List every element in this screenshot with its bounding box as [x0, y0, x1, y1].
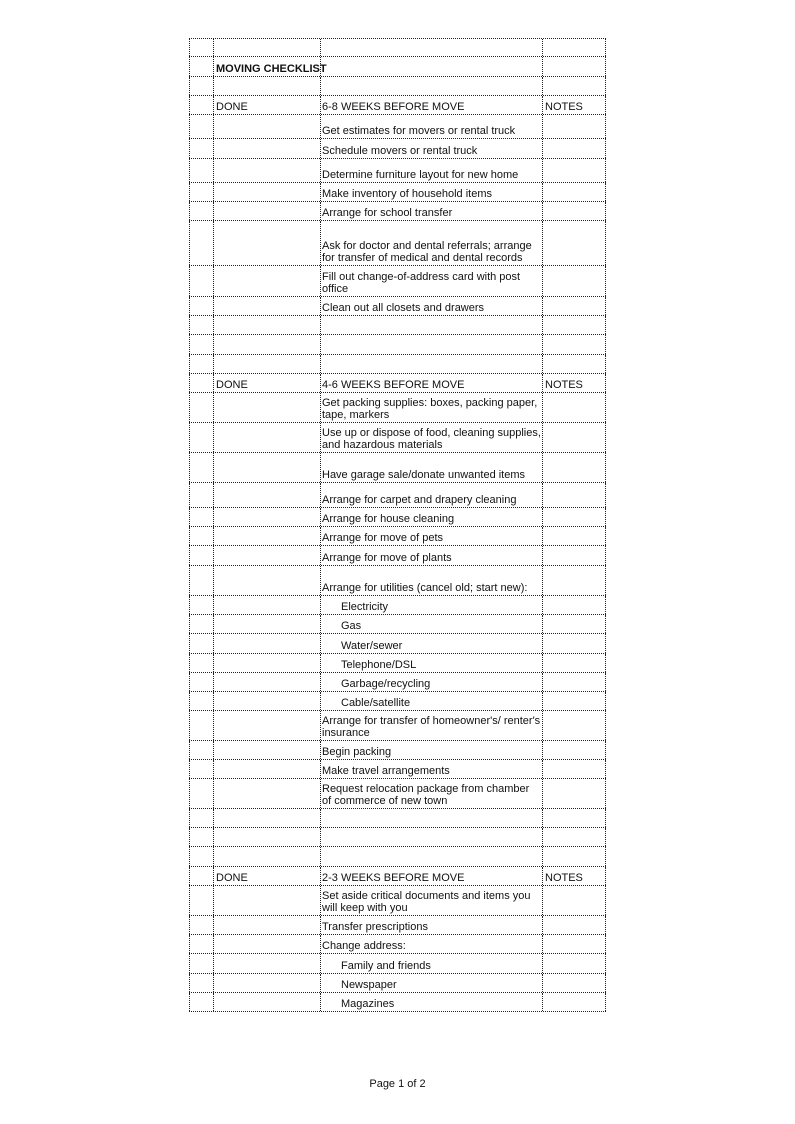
checklist-row: [189, 266, 606, 297]
checklist-row: [189, 453, 606, 483]
row-margin-cell[interactable]: [189, 316, 214, 334]
task-cell[interactable]: [321, 779, 543, 808]
done-checkbox-cell[interactable]: [214, 615, 321, 633]
notes-cell[interactable]: [543, 297, 606, 315]
notes-cell[interactable]: [543, 615, 606, 633]
task-cell[interactable]: [321, 423, 543, 452]
notes-header: NOTES: [545, 871, 583, 884]
checklist-row: [189, 615, 606, 634]
row-margin-cell[interactable]: [189, 974, 214, 992]
task-label: Schedule movers or rental truck: [322, 144, 478, 157]
done-checkbox-cell[interactable]: [214, 483, 321, 507]
checklist-row: [189, 483, 606, 508]
row-margin-cell[interactable]: [189, 139, 214, 158]
done-checkbox-cell[interactable]: [214, 527, 321, 545]
blank-row: [189, 77, 606, 96]
task-cell[interactable]: [321, 297, 543, 315]
done-checkbox-cell[interactable]: [214, 423, 321, 452]
row-margin-cell[interactable]: [189, 297, 214, 315]
row-margin-cell[interactable]: [189, 508, 214, 526]
done-checkbox-cell[interactable]: [214, 935, 321, 953]
done-checkbox-cell[interactable]: [214, 39, 321, 56]
done-checkbox-cell[interactable]: [214, 673, 321, 691]
done-checkbox-cell[interactable]: [214, 297, 321, 315]
row-margin-cell[interactable]: [189, 159, 214, 182]
done-checkbox-cell[interactable]: [214, 183, 321, 201]
task-label: Use up or dispose of food, cleaning supplies, and hazardous materials: [322, 427, 541, 451]
checklist-row: [189, 221, 606, 266]
notes-cell[interactable]: [543, 546, 606, 565]
done-checkbox-cell[interactable]: [214, 741, 321, 759]
task-cell[interactable]: [321, 159, 543, 182]
done-checkbox-cell[interactable]: [214, 828, 321, 846]
checklist-row: [189, 183, 606, 202]
checklist-row: [189, 711, 606, 741]
done-checkbox-cell[interactable]: [214, 453, 321, 482]
row-margin-cell[interactable]: [189, 221, 214, 265]
notes-cell[interactable]: [543, 935, 606, 953]
row-margin-cell[interactable]: [189, 954, 214, 973]
blank-row: [189, 38, 606, 57]
subtask-label: Water/sewer: [341, 639, 403, 652]
task-cell[interactable]: [321, 483, 543, 507]
checklist-row: [189, 423, 606, 453]
notes-cell[interactable]: [543, 266, 606, 296]
row-margin-cell[interactable]: [189, 335, 214, 354]
row-margin-cell[interactable]: [189, 39, 214, 56]
done-header: DONE: [216, 871, 248, 884]
task-label: Arrange for transfer of homeowner's/ renter's insurance: [322, 715, 541, 739]
notes-cell[interactable]: [543, 393, 606, 422]
done-checkbox-cell[interactable]: [214, 566, 321, 595]
done-checkbox-cell[interactable]: [214, 508, 321, 526]
section-title: 2-3 WEEKS BEFORE MOVE: [322, 871, 465, 884]
notes-cell[interactable]: [543, 316, 606, 334]
notes-cell[interactable]: [543, 115, 606, 138]
section-title: 6-8 WEEKS BEFORE MOVE: [322, 100, 465, 113]
row-margin-cell[interactable]: [189, 654, 214, 672]
task-label: Make inventory of household items: [322, 187, 492, 200]
row-margin-cell[interactable]: [189, 692, 214, 710]
blank-row: [189, 847, 606, 867]
row-margin-cell[interactable]: [189, 673, 214, 691]
task-label: Clean out all closets and drawers: [322, 301, 485, 314]
task-cell[interactable]: [321, 596, 543, 614]
task-cell[interactable]: [321, 221, 543, 265]
checklist-row: [189, 916, 606, 935]
task-cell[interactable]: [321, 935, 543, 953]
subtask-label: Electricity: [341, 600, 389, 613]
done-header-cell[interactable]: [214, 867, 321, 885]
done-checkbox-cell[interactable]: [214, 954, 321, 973]
task-label: Get packing supplies: boxes, packing paper, tape, markers: [322, 397, 538, 421]
task-label: Arrange for move of pets: [322, 531, 444, 544]
task-cell[interactable]: [321, 39, 543, 56]
task-cell[interactable]: [321, 954, 543, 973]
task-label: Ask for doctor and dental referrals; arrange for transfer of medical and dental records: [322, 240, 532, 264]
task-cell[interactable]: [321, 527, 543, 545]
subtask-label: Magazines: [341, 997, 395, 1010]
notes-cell[interactable]: [543, 183, 606, 201]
section-header-row: [189, 96, 606, 115]
row-margin-cell[interactable]: [189, 596, 214, 614]
row-margin-cell[interactable]: [189, 546, 214, 565]
checklist-row: [189, 202, 606, 221]
task-label: Fill out change-of-address card with post office: [322, 271, 521, 295]
checklist-row: [189, 139, 606, 159]
done-checkbox-cell[interactable]: [214, 654, 321, 672]
done-checkbox-cell[interactable]: [214, 335, 321, 354]
checklist-row: [189, 159, 606, 183]
notes-cell[interactable]: [543, 39, 606, 56]
done-checkbox-cell[interactable]: [214, 916, 321, 934]
checklist-row: [189, 954, 606, 974]
task-cell[interactable]: [321, 508, 543, 526]
title-cell[interactable]: [214, 57, 327, 76]
checklist-row: [189, 508, 606, 527]
row-margin-cell[interactable]: [189, 77, 214, 95]
task-cell[interactable]: [321, 355, 543, 373]
notes-cell[interactable]: [543, 779, 606, 808]
row-margin-cell[interactable]: [189, 374, 214, 392]
row-margin-cell[interactable]: [189, 566, 214, 595]
checklist-row: [189, 974, 606, 993]
task-cell[interactable]: [321, 566, 543, 595]
task-cell[interactable]: [321, 546, 543, 565]
done-checkbox-cell[interactable]: [214, 974, 321, 992]
checklist-title: MOVING CHECKLIST: [216, 62, 327, 75]
row-margin-cell[interactable]: [189, 202, 214, 220]
task-label: Get estimates for movers or rental truck: [322, 124, 516, 137]
checklist-row: [189, 692, 606, 711]
task-label: Transfer prescriptions: [322, 920, 428, 933]
task-cell[interactable]: [321, 711, 543, 740]
done-checkbox-cell[interactable]: [214, 77, 321, 95]
section-title-cell[interactable]: [321, 374, 543, 392]
notes-cell[interactable]: [543, 847, 606, 866]
task-cell[interactable]: [321, 673, 543, 691]
task-cell[interactable]: [321, 847, 543, 866]
notes-cell[interactable]: [543, 483, 606, 507]
task-label: Arrange for utilities (cancel old; start new):: [322, 581, 528, 594]
done-header: DONE: [216, 378, 248, 391]
done-checkbox-cell[interactable]: [214, 355, 321, 373]
done-checkbox-cell[interactable]: [214, 202, 321, 220]
notes-cell[interactable]: [543, 673, 606, 691]
row-margin-cell[interactable]: [189, 741, 214, 759]
done-checkbox-cell[interactable]: [214, 886, 321, 915]
task-label: Arrange for house cleaning: [322, 512, 455, 525]
task-cell[interactable]: [321, 316, 543, 334]
notes-cell[interactable]: [543, 423, 606, 452]
done-checkbox-cell[interactable]: [214, 139, 321, 158]
row-margin-cell[interactable]: [189, 483, 214, 507]
done-checkbox-cell[interactable]: [214, 115, 321, 138]
notes-cell[interactable]: [543, 760, 606, 778]
task-cell[interactable]: [321, 692, 543, 710]
task-label: Arrange for school transfer: [322, 206, 453, 219]
task-label: Request relocation package from chamber of commerce of new town: [322, 783, 530, 807]
row-margin-cell[interactable]: [189, 634, 214, 653]
row-margin-cell[interactable]: [189, 993, 214, 1011]
task-cell[interactable]: [321, 57, 543, 76]
task-cell[interactable]: [321, 809, 543, 827]
task-label: Set aside critical documents and items you will keep with you: [322, 890, 531, 914]
task-cell[interactable]: [321, 741, 543, 759]
notes-cell[interactable]: [543, 809, 606, 827]
notes-cell[interactable]: [543, 654, 606, 672]
notes-cell[interactable]: [543, 974, 606, 992]
task-cell[interactable]: [321, 139, 543, 158]
task-cell[interactable]: [321, 335, 543, 354]
row-margin-cell[interactable]: [189, 867, 214, 885]
row-margin-cell[interactable]: [189, 760, 214, 778]
notes-header: NOTES: [545, 378, 583, 391]
checklist-row: [189, 527, 606, 546]
notes-cell[interactable]: [543, 886, 606, 915]
task-cell[interactable]: [321, 202, 543, 220]
section-header-row: [189, 867, 606, 886]
done-checkbox-cell[interactable]: [214, 159, 321, 182]
done-checkbox-cell[interactable]: [214, 993, 321, 1011]
task-label: Change address:: [322, 939, 406, 952]
done-checkbox-cell[interactable]: [214, 596, 321, 614]
row-margin-cell[interactable]: [189, 115, 214, 138]
notes-header-cell[interactable]: [543, 374, 606, 392]
row-margin-cell[interactable]: [189, 57, 214, 76]
notes-header-cell[interactable]: [543, 96, 606, 114]
notes-cell[interactable]: [543, 508, 606, 526]
done-checkbox-cell[interactable]: [214, 760, 321, 778]
checklist-row: [189, 115, 606, 139]
notes-cell[interactable]: [543, 202, 606, 220]
blank-row: [189, 355, 606, 374]
done-header-cell[interactable]: [214, 374, 321, 392]
task-cell[interactable]: [321, 828, 543, 846]
row-margin-cell[interactable]: [189, 935, 214, 953]
done-checkbox-cell[interactable]: [214, 634, 321, 653]
subtask-label: Cable/satellite: [341, 696, 411, 709]
notes-cell[interactable]: [543, 453, 606, 482]
task-cell[interactable]: [321, 183, 543, 201]
subtask-label: Gas: [341, 619, 362, 632]
notes-header: NOTES: [545, 100, 583, 113]
section-header-row: [189, 374, 606, 393]
done-checkbox-cell[interactable]: [214, 711, 321, 740]
checklist-row: [189, 566, 606, 596]
done-checkbox-cell[interactable]: [214, 316, 321, 334]
task-label: Make travel arrangements: [322, 764, 450, 777]
section-title-cell[interactable]: [321, 96, 543, 114]
done-checkbox-cell[interactable]: [214, 221, 321, 265]
row-margin-cell[interactable]: [189, 423, 214, 452]
notes-cell[interactable]: [543, 741, 606, 759]
notes-cell[interactable]: [543, 335, 606, 354]
checklist-row: [189, 935, 606, 954]
notes-cell[interactable]: [543, 77, 606, 95]
task-cell[interactable]: [321, 393, 543, 422]
row-margin-cell[interactable]: [189, 96, 214, 114]
notes-cell[interactable]: [543, 221, 606, 265]
row-margin-cell[interactable]: [189, 615, 214, 633]
notes-cell[interactable]: [543, 566, 606, 595]
checklist-row: [189, 596, 606, 615]
row-margin-cell[interactable]: [189, 779, 214, 808]
row-margin-cell[interactable]: [189, 393, 214, 422]
subtask-label: Garbage/recycling: [341, 677, 431, 690]
row-margin-cell[interactable]: [189, 183, 214, 201]
notes-cell[interactable]: [543, 159, 606, 182]
done-checkbox-cell[interactable]: [214, 692, 321, 710]
checklist-row: [189, 779, 606, 809]
done-checkbox-cell[interactable]: [214, 546, 321, 565]
task-cell[interactable]: [321, 886, 543, 915]
task-cell[interactable]: [321, 77, 543, 95]
checklist-row: [189, 297, 606, 316]
title-row: [189, 57, 606, 77]
subtask-label: Telephone/DSL: [341, 658, 417, 671]
blank-row: [189, 828, 606, 847]
done-checkbox-cell[interactable]: [214, 847, 321, 866]
task-label: Have garage sale/donate unwanted items: [322, 468, 526, 481]
notes-cell[interactable]: [543, 993, 606, 1011]
task-cell[interactable]: [321, 974, 543, 992]
notes-cell[interactable]: [543, 527, 606, 545]
done-checkbox-cell[interactable]: [214, 266, 321, 296]
notes-cell[interactable]: [543, 954, 606, 973]
notes-cell[interactable]: [543, 692, 606, 710]
blank-row: [189, 809, 606, 828]
notes-cell[interactable]: [543, 57, 606, 76]
task-cell[interactable]: [321, 266, 543, 296]
done-checkbox-cell[interactable]: [214, 779, 321, 808]
checklist-row: [189, 546, 606, 566]
page-number: Page 1 of 2: [369, 1078, 426, 1090]
task-cell[interactable]: [321, 115, 543, 138]
row-margin-cell[interactable]: [189, 711, 214, 740]
notes-header-cell[interactable]: [543, 867, 606, 885]
done-header: DONE: [216, 100, 248, 113]
row-margin-cell[interactable]: [189, 453, 214, 482]
checklist-row: [189, 673, 606, 692]
task-cell[interactable]: [321, 760, 543, 778]
task-cell[interactable]: [321, 916, 543, 934]
row-margin-cell[interactable]: [189, 828, 214, 846]
checklist-row: [189, 760, 606, 779]
task-cell[interactable]: [321, 453, 543, 482]
task-label: Arrange for move of plants: [322, 551, 452, 564]
task-label: Determine furniture layout for new home: [322, 168, 519, 181]
section-title: 4-6 WEEKS BEFORE MOVE: [322, 378, 465, 391]
row-margin-cell[interactable]: [189, 809, 214, 827]
done-checkbox-cell[interactable]: [214, 393, 321, 422]
notes-cell[interactable]: [543, 634, 606, 653]
checklist-row: [189, 654, 606, 673]
done-header-cell[interactable]: [214, 96, 321, 114]
notes-cell[interactable]: [543, 828, 606, 846]
checklist-table: [189, 38, 606, 1012]
blank-row: [189, 335, 606, 355]
blank-row: [189, 316, 606, 335]
task-cell[interactable]: [321, 654, 543, 672]
notes-cell[interactable]: [543, 596, 606, 614]
task-cell[interactable]: [321, 993, 543, 1011]
section-title-cell[interactable]: [321, 867, 543, 885]
subtask-label: Family and friends: [341, 959, 431, 972]
task-cell[interactable]: [321, 615, 543, 633]
checklist-row: [189, 741, 606, 760]
notes-cell[interactable]: [543, 139, 606, 158]
notes-cell[interactable]: [543, 355, 606, 373]
checklist-row: [189, 634, 606, 654]
notes-cell[interactable]: [543, 711, 606, 740]
notes-cell[interactable]: [543, 916, 606, 934]
row-margin-cell[interactable]: [189, 527, 214, 545]
row-margin-cell[interactable]: [189, 266, 214, 296]
task-cell[interactable]: [321, 634, 543, 653]
subtask-label: Newspaper: [341, 978, 397, 991]
row-margin-cell[interactable]: [189, 886, 214, 915]
checklist-row: [189, 886, 606, 916]
task-label: Begin packing: [322, 745, 392, 758]
done-checkbox-cell[interactable]: [214, 809, 321, 827]
checklist-row: [189, 993, 606, 1012]
task-label: Arrange for carpet and drapery cleaning: [322, 493, 517, 506]
row-margin-cell[interactable]: [189, 355, 214, 373]
checklist-row: [189, 393, 606, 423]
row-margin-cell[interactable]: [189, 916, 214, 934]
row-margin-cell[interactable]: [189, 847, 214, 866]
